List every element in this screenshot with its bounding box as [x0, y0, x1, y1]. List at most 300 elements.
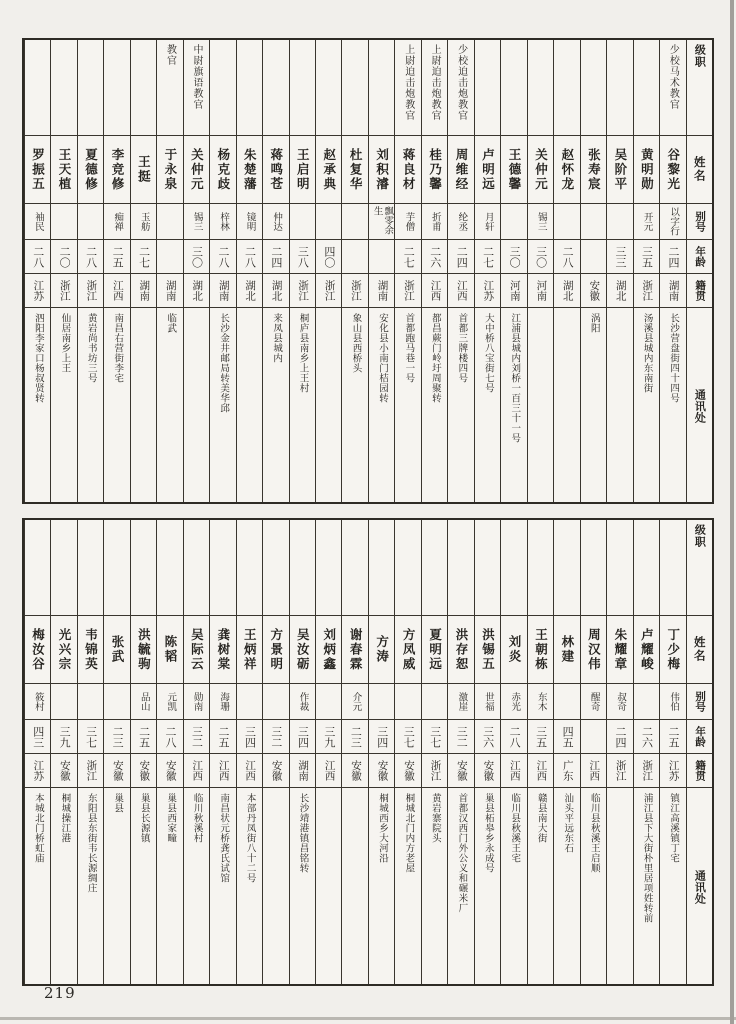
entry-name: 张寿宸: [586, 147, 602, 192]
entry-age: 三九: [58, 725, 72, 748]
entry-rank-cell: [634, 520, 659, 616]
entry-rank-cell: [475, 40, 500, 136]
entry-origin-cell: [581, 754, 606, 788]
entry-name: 谢春霖: [348, 627, 364, 672]
entry-origin: 浙江: [641, 760, 654, 781]
roster-entry-column: [553, 40, 579, 502]
entry-rank-cell: [290, 40, 315, 136]
entry-origin: 江西: [191, 760, 204, 781]
entry-name: 方涛: [374, 635, 390, 664]
entry-alias: 筱村: [32, 692, 44, 711]
entry-origin: 安徽: [402, 760, 415, 781]
entry-origin: 浙江: [429, 760, 442, 781]
entry-alias-cell: [475, 204, 500, 240]
entry-name-cell: [528, 616, 553, 684]
entry-age-cell: [342, 240, 367, 274]
entry-alias: 镜明: [244, 212, 256, 231]
entry-age-cell: [422, 720, 447, 754]
address-row-label: 通讯处: [693, 389, 707, 424]
entry-rank-cell: [131, 520, 156, 616]
entry-age-cell: [475, 720, 500, 754]
row-header-column: [686, 40, 712, 502]
entry-alias-cell: [660, 204, 685, 240]
entry-rank: 少校迫击炮教官: [455, 44, 467, 121]
entry-name-cell: [369, 616, 394, 684]
entry-rank-cell: [634, 40, 659, 136]
entry-rank-cell: [581, 520, 606, 616]
entry-name-cell: [395, 136, 420, 204]
entry-alias-cell: [554, 204, 579, 240]
entry-address: 首都三牌楼四号: [456, 313, 468, 383]
entry-origin: 江西: [111, 280, 124, 301]
entry-name-cell: [554, 136, 579, 204]
age-row-label: 年龄: [694, 726, 707, 747]
entry-rank-cell: [157, 520, 182, 616]
entry-age: 三五: [534, 725, 548, 748]
entry-address-cell: [157, 788, 182, 984]
entry-address: 桐庐县南乡上王村: [297, 313, 309, 393]
entry-alias-cell: [607, 204, 632, 240]
entry-age-cell: [78, 720, 103, 754]
entry-origin-cell: [554, 274, 579, 308]
entry-age-cell: [581, 720, 606, 754]
entry-origin: 浙江: [323, 280, 336, 301]
entry-alias-cell: [263, 684, 288, 720]
entry-name: 光兴宗: [57, 627, 73, 672]
roster-entry-column: [659, 520, 685, 984]
entry-rank-cell: [184, 520, 209, 616]
entry-origin-cell: [634, 754, 659, 788]
entry-origin-cell: [25, 754, 50, 788]
entry-origin-cell: [528, 754, 553, 788]
entry-age-cell: [607, 720, 632, 754]
entry-age: 四三: [31, 725, 45, 748]
entry-age: 二七: [481, 245, 495, 268]
entry-name-cell: [581, 136, 606, 204]
entry-address-cell: [25, 308, 50, 502]
entry-name: 王启明: [295, 147, 311, 192]
entry-name: 吴际云: [189, 627, 205, 672]
roster-entry-column: [289, 40, 315, 502]
roster-entry-column: [500, 520, 526, 984]
entry-address-cell: [475, 788, 500, 984]
entry-origin: 江西: [588, 760, 601, 781]
entry-name: 林建: [559, 635, 575, 664]
entry-alias-cell: [51, 204, 76, 240]
entry-address: 仙居南乡上王: [59, 313, 71, 373]
entry-origin: 江西: [508, 760, 521, 781]
entry-age: 三六: [481, 725, 495, 748]
entry-age-cell: [660, 240, 685, 274]
roster-entry-column: [156, 40, 182, 502]
entry-origin: 湖南: [297, 760, 310, 781]
entry-address-cell: [660, 308, 685, 502]
entry-name: 夏明远: [427, 627, 443, 672]
entry-rank-cell: [131, 40, 156, 136]
entry-rank-cell: [263, 40, 288, 136]
entry-alias-cell: [422, 684, 447, 720]
entry-address: 临川县秋溪王宅: [509, 793, 521, 863]
entry-origin-cell: [51, 754, 76, 788]
entry-origin-cell: [78, 274, 103, 308]
entry-address: 巢县长源镇: [138, 793, 150, 843]
entry-name: 赵怀龙: [559, 147, 575, 192]
roster-entry-column: [633, 40, 659, 502]
entry-age: 二五: [137, 725, 151, 748]
entry-age: 二三: [111, 725, 125, 748]
entry-address: 江浦县城内刘桥一百三十一号: [509, 313, 521, 443]
entry-age-cell: [184, 240, 209, 274]
origin-header-cell: [687, 274, 712, 308]
entry-name-cell: [634, 616, 659, 684]
entry-name: 洪锡五: [480, 627, 496, 672]
entry-origin: 江西: [244, 760, 257, 781]
entry-name-cell: [501, 616, 526, 684]
entry-age-cell: [237, 240, 262, 274]
entry-address-cell: [369, 788, 394, 984]
entry-name-cell: [210, 616, 235, 684]
entry-origin: 江西: [323, 760, 336, 781]
entry-address: 桐城操江港: [59, 793, 71, 843]
entry-origin-cell: [316, 754, 341, 788]
entry-name: 卢明远: [480, 147, 496, 192]
entry-name-cell: [342, 136, 367, 204]
entry-address: 涡阳: [588, 313, 600, 333]
entry-name-cell: [607, 136, 632, 204]
roster-entry-column: [50, 520, 76, 984]
entry-name-cell: [660, 616, 685, 684]
entry-name: 杜复华: [348, 147, 364, 192]
entry-name-cell: [634, 136, 659, 204]
entry-name: 梅汝谷: [30, 627, 46, 672]
entry-alias-cell: [184, 204, 209, 240]
entry-rank-cell: [660, 520, 685, 616]
entry-address: 桐城西乡大河沿: [376, 793, 388, 863]
entry-rank-cell: [501, 520, 526, 616]
entry-name: 于永泉: [162, 147, 178, 192]
entry-age: 二四: [666, 245, 680, 268]
entry-origin-cell: [263, 274, 288, 308]
entry-name-cell: [157, 136, 182, 204]
entry-name: 王炳祥: [242, 627, 258, 672]
entry-origin: 湖北: [191, 280, 204, 301]
entry-address-cell: [581, 308, 606, 502]
entry-name: 洪毓驹: [136, 627, 152, 672]
entry-name: 关仲元: [533, 147, 549, 192]
entry-name: 丁少梅: [665, 627, 681, 672]
entry-age-cell: [395, 240, 420, 274]
roster-table-top: [22, 38, 714, 504]
roster-entry-column: [527, 40, 553, 502]
entry-alias-cell: [78, 204, 103, 240]
entry-address-cell: [422, 788, 447, 984]
entry-age-cell: [660, 720, 685, 754]
alias-header-cell: [687, 204, 712, 240]
entry-origin: 浙江: [85, 280, 98, 301]
entry-address-cell: [290, 308, 315, 502]
entry-rank-cell: [263, 520, 288, 616]
entry-origin: 浙江: [85, 760, 98, 781]
entry-rank-cell: [554, 40, 579, 136]
entry-address-cell: [263, 308, 288, 502]
entry-rank: 上尉迫击炮教官: [402, 44, 414, 121]
entry-origin-cell: [475, 754, 500, 788]
entry-rank-cell: [554, 520, 579, 616]
entry-address-cell: [237, 308, 262, 502]
entry-name: 陈韬: [162, 635, 178, 664]
entry-address: 浦江县下大街朴里居项姓转前: [641, 793, 653, 923]
origin-header-cell: [687, 754, 712, 788]
entry-name: 王挺: [136, 155, 152, 184]
entry-age: 二八: [561, 245, 575, 268]
entry-origin-cell: [660, 754, 685, 788]
roster-entry-column: [236, 40, 262, 502]
entry-origin-cell: [501, 754, 526, 788]
entry-address-cell: [342, 308, 367, 502]
entry-origin-cell: [157, 274, 182, 308]
entry-origin: 安徽: [58, 760, 71, 781]
roster-entry-column: [236, 520, 262, 984]
origin-row-label: 籍贯: [694, 760, 707, 781]
entry-rank-cell: [78, 520, 103, 616]
entry-address: 临武: [165, 313, 177, 333]
entry-name: 周汉伟: [586, 627, 602, 672]
entry-alias-cell: [369, 684, 394, 720]
age-header-cell: [687, 720, 712, 754]
entry-alias-cell: [422, 204, 447, 240]
roster-entry-column: [474, 40, 500, 502]
entry-origin-cell: [157, 754, 182, 788]
entry-address: 来凤县城内: [271, 313, 283, 363]
entry-age: 三〇: [534, 245, 548, 268]
entry-address-cell: [316, 308, 341, 502]
roster-entry-column: [289, 520, 315, 984]
entry-alias-cell: [290, 204, 315, 240]
entry-alias-cell: [342, 684, 367, 720]
roster-entry-column: [315, 40, 341, 502]
entry-alias: 折甫: [429, 212, 441, 231]
entry-age-cell: [634, 720, 659, 754]
entry-address-cell: [422, 308, 447, 502]
entry-name: 王朝栋: [533, 627, 549, 672]
entry-origin: 浙江: [641, 280, 654, 301]
entry-address-cell: [210, 308, 235, 502]
entry-name: 赵承典: [321, 147, 337, 192]
entry-origin-cell: [660, 274, 685, 308]
entry-name-cell: [475, 616, 500, 684]
entry-origin-cell: [554, 754, 579, 788]
roster-entry-column: [341, 40, 367, 502]
entry-origin: 湖北: [270, 280, 283, 301]
entry-alias-cell: [448, 684, 473, 720]
entry-origin: 安徽: [111, 760, 124, 781]
entry-origin-cell: [210, 274, 235, 308]
roster-entry-column: [130, 40, 156, 502]
roster-entry-column: [77, 520, 103, 984]
entry-origin: 湖南: [138, 280, 151, 301]
entry-name-cell: [369, 136, 394, 204]
entry-age-cell: [237, 720, 262, 754]
entry-origin: 安徽: [455, 760, 468, 781]
rank-header-cell: [687, 520, 712, 616]
entry-origin: 浙江: [350, 280, 363, 301]
entry-alias: 醒奇: [588, 692, 600, 711]
entry-name: 刘炎: [506, 635, 522, 664]
entry-address-cell: [237, 788, 262, 984]
entry-address: 本部丹凤街八十二号: [244, 793, 256, 883]
entry-name: 蒋良材: [401, 147, 417, 192]
entry-alias-cell: [501, 204, 526, 240]
entry-origin-cell: [448, 754, 473, 788]
entry-address-cell: [25, 788, 50, 984]
entry-origin-cell: [210, 754, 235, 788]
entry-address-cell: [369, 308, 394, 502]
entry-origin: 江苏: [482, 280, 495, 301]
entry-rank-cell: [581, 40, 606, 136]
entry-origin: 河南: [535, 280, 548, 301]
entry-alias-cell: [342, 204, 367, 240]
entry-name-cell: [316, 136, 341, 204]
entry-address: 东阳县东街韦长源绸庄: [85, 793, 97, 893]
entry-name-cell: [157, 616, 182, 684]
entry-alias-cell: [290, 684, 315, 720]
name-row-label: 姓名: [692, 636, 707, 663]
entry-address: 首都汉西门外公义和碾米厂: [456, 793, 468, 913]
entry-name-cell: [501, 136, 526, 204]
entry-origin-cell: [184, 754, 209, 788]
entry-origin: 安徽: [350, 760, 363, 781]
entry-name: 朱耀章: [612, 627, 628, 672]
entry-age-cell: [475, 240, 500, 274]
entry-address-cell: [210, 788, 235, 984]
entry-address-cell: [104, 308, 129, 502]
entry-address: 本城北门桥虹庙: [32, 793, 44, 863]
entry-origin-cell: [395, 274, 420, 308]
entry-address-cell: [184, 788, 209, 984]
entry-address-cell: [634, 788, 659, 984]
entry-age: 二六: [640, 725, 654, 748]
entry-age-cell: [501, 240, 526, 274]
entry-name-cell: [25, 616, 50, 684]
entry-rank-cell: [104, 40, 129, 136]
entry-age-cell: [528, 240, 553, 274]
entry-age: 三三: [614, 245, 628, 268]
entry-alias-cell: [528, 684, 553, 720]
entry-address-cell: [342, 788, 367, 984]
entry-alias-cell: [660, 684, 685, 720]
entry-age: 二四: [269, 245, 283, 268]
entry-name-cell: [660, 136, 685, 204]
entry-age: 二七: [402, 245, 416, 268]
roster-entry-column: [368, 520, 394, 984]
entry-address: 南昌状元桥龚氏试馆: [218, 793, 230, 883]
entry-alias-cell: [448, 204, 473, 240]
entry-address: 南昌右营街李宅: [112, 313, 124, 383]
entry-alias: 玉舫: [138, 212, 150, 231]
entry-name-cell: [395, 616, 420, 684]
entry-rank-cell: [369, 520, 394, 616]
roster-entry-column: [315, 520, 341, 984]
entry-age: 三七: [84, 725, 98, 748]
entry-name-cell: [448, 136, 473, 204]
entry-alias-cell: [131, 684, 156, 720]
entry-rank-cell: [184, 40, 209, 136]
entry-alias-cell: [528, 204, 553, 240]
entry-rank-cell: [237, 520, 262, 616]
entry-alias-cell: [395, 684, 420, 720]
entry-address-cell: [51, 788, 76, 984]
entry-address: 长沙靖港镇昌铭转: [297, 793, 309, 873]
entry-address-cell: [184, 308, 209, 502]
roster-entry-column: [24, 520, 50, 984]
entry-address: 黄岩寨院头: [429, 793, 441, 843]
entry-origin-cell: [78, 754, 103, 788]
entry-address-cell: [528, 308, 553, 502]
entry-rank-cell: [342, 40, 367, 136]
address-header-cell: [687, 788, 712, 984]
entry-age-cell: [369, 240, 394, 274]
entry-alias-cell: [607, 684, 632, 720]
entry-name-cell: [290, 616, 315, 684]
entry-alias-cell: [104, 204, 129, 240]
entry-origin: 浙江: [614, 760, 627, 781]
entry-address: 巢县: [112, 793, 124, 813]
entry-age-cell: [78, 240, 103, 274]
entry-age: 二〇: [58, 245, 72, 268]
entry-age-cell: [316, 240, 341, 274]
entry-rank-cell: [51, 520, 76, 616]
entry-name-cell: [184, 136, 209, 204]
entry-alias-cell: [581, 204, 606, 240]
entry-name: 李竞修: [109, 147, 125, 192]
name-row-label: 姓名: [692, 156, 707, 183]
entry-age-cell: [342, 720, 367, 754]
entry-alias: 以字行: [668, 207, 680, 236]
entry-age: 三〇: [508, 245, 522, 268]
entry-address-cell: [316, 788, 341, 984]
entry-age: 二八: [508, 725, 522, 748]
entry-name-cell: [342, 616, 367, 684]
entry-alias-cell: [131, 204, 156, 240]
entry-rank-cell: [237, 40, 262, 136]
entry-alias: 痴禅: [112, 212, 124, 231]
entry-age-cell: [634, 240, 659, 274]
page-number: 219: [44, 984, 76, 1002]
entry-age: 三四: [296, 725, 310, 748]
entry-address: 巢县西家疃: [165, 793, 177, 843]
entry-origin-cell: [263, 754, 288, 788]
entry-age: 二四: [455, 245, 469, 268]
entry-age: 三〇: [190, 245, 204, 268]
entry-age-cell: [263, 240, 288, 274]
entry-age: 二五: [111, 245, 125, 268]
entry-name-cell: [104, 616, 129, 684]
entry-age: 三七: [402, 725, 416, 748]
entry-age-cell: [25, 240, 50, 274]
entry-rank-cell: [607, 520, 632, 616]
entry-address-cell: [395, 788, 420, 984]
entry-origin-cell: [131, 274, 156, 308]
entry-address-cell: [448, 308, 473, 502]
entry-origin-cell: [342, 274, 367, 308]
name-header-cell: [687, 616, 712, 684]
entry-address-cell: [607, 308, 632, 502]
roster-entry-column: [659, 40, 685, 502]
entry-age: 二八: [243, 245, 257, 268]
entry-origin-cell: [237, 274, 262, 308]
entry-origin: 湖北: [614, 280, 627, 301]
entry-origin: 江西: [455, 280, 468, 301]
